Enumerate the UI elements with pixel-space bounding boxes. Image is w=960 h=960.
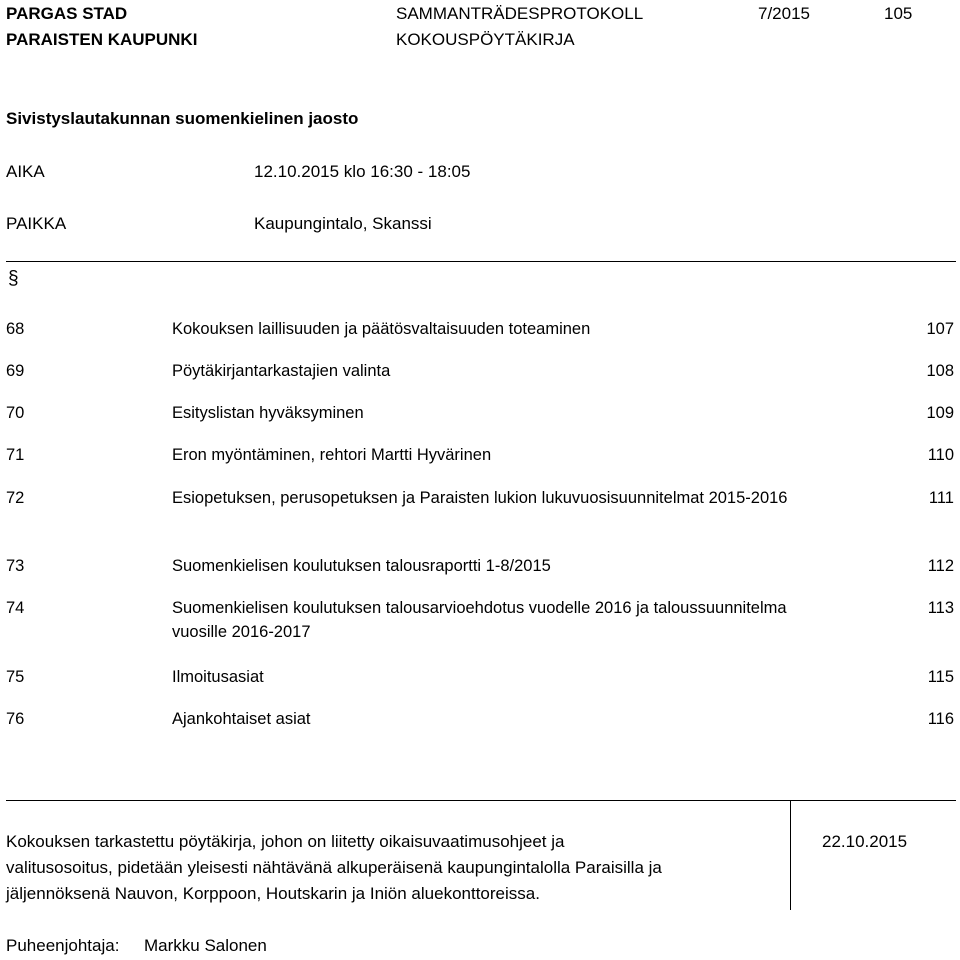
page-number: 105 xyxy=(884,4,913,23)
agenda-item-number: 71 xyxy=(6,446,25,464)
doc-type-finnish: KOKOUSPÖYTÄKIRJA xyxy=(396,30,575,49)
doc-type-swedish: SAMMANTRÄDESPROTOKOLL xyxy=(396,4,644,23)
section-symbol: § xyxy=(8,268,19,289)
footer-top-line xyxy=(6,800,956,801)
agenda-item xyxy=(0,443,960,467)
agenda-item-title: Eron myöntäminen, rehtori Martti Hyvärinen xyxy=(172,446,492,464)
agenda-item xyxy=(0,596,960,646)
agenda-item-number: 72 xyxy=(6,489,25,507)
org-name-finnish: PARAISTEN KAUPUNKI xyxy=(6,30,198,49)
agenda-item-number: 69 xyxy=(6,362,25,380)
agenda-item-title: Suomenkielisen koulutuksen talousarvioehdotus vuodelle 2016 ja taloussuunnitelma vuosille 2016-2017 xyxy=(172,599,787,641)
agenda-item-page: 111 xyxy=(928,489,954,507)
agenda-item-number: 75 xyxy=(6,668,25,686)
place-value: Kaupungintalo, Skanssi xyxy=(254,214,432,233)
agenda-item-page: 116 xyxy=(927,710,954,728)
agenda-item xyxy=(0,359,960,383)
agenda-item-title: Esityslistan hyväksyminen xyxy=(172,404,364,422)
org-name-swedish: PARGAS STAD xyxy=(6,4,128,23)
agenda-item-number: 76 xyxy=(6,710,25,728)
agenda-item-page: 107 xyxy=(926,320,954,338)
agenda-item-title: Ajankohtaiset asiat xyxy=(172,710,311,728)
divider-line xyxy=(6,261,956,262)
chair-name: Markku Salonen xyxy=(144,936,267,955)
agenda-item-page: 112 xyxy=(927,557,954,575)
agenda-item xyxy=(0,707,960,731)
notice-line-3: jäljennöksenä Nauvon, Korppoon, Houtskarin ja Iniön aluekonttoreissa. xyxy=(6,884,540,903)
agenda-item-page: 115 xyxy=(927,668,954,686)
agenda-item xyxy=(0,401,960,425)
agenda-item-page: 109 xyxy=(926,404,954,422)
agenda-item xyxy=(0,665,960,689)
agenda-item-number: 74 xyxy=(6,599,25,617)
agenda-item-page: 113 xyxy=(927,599,954,617)
agenda-item xyxy=(0,486,960,536)
time-label: AIKA xyxy=(6,162,45,181)
place-label: PAIKKA xyxy=(6,214,67,233)
agenda-item-title: Kokouksen laillisuuden ja päätösvaltaisuuden toteaminen xyxy=(172,320,591,338)
committee-name: Sivistyslautakunnan suomenkielinen jaosto xyxy=(6,109,359,128)
chair-label: Puheenjohtaja: xyxy=(6,936,120,955)
agenda-item-title: Pöytäkirjantarkastajien valinta xyxy=(172,362,391,380)
notice-line-1: Kokouksen tarkastettu pöytäkirja, johon on liitetty oikaisuvaatimusohjeet ja xyxy=(6,832,565,851)
agenda-item-number: 68 xyxy=(6,320,25,338)
notice-line-2: valitusosoitus, pidetään yleisesti nähtävänä alkuperäisenä kaupungintalolla Paraisilla ja xyxy=(6,858,662,877)
footer-column-divider xyxy=(790,800,791,910)
agenda-item-title: Suomenkielisen koulutuksen talousraportti 1-8/2015 xyxy=(172,557,551,575)
agenda-item-title: Ilmoitusasiat xyxy=(172,668,264,686)
agenda-item-page: 108 xyxy=(926,362,954,380)
agenda-item xyxy=(0,554,960,578)
issue-number: 7/2015 xyxy=(758,4,810,23)
agenda-item-title: Esiopetuksen, perusopetuksen ja Paraisten lukion lukuvuosisuunnitelmat 2015-2016 xyxy=(172,489,788,507)
agenda-item-number: 70 xyxy=(6,404,25,422)
agenda-item-page: 110 xyxy=(927,446,954,464)
agenda-item-number: 73 xyxy=(6,557,25,575)
notice-date: 22.10.2015 xyxy=(822,832,908,851)
time-value: 12.10.2015 klo 16:30 - 18:05 xyxy=(254,162,471,181)
agenda-item xyxy=(0,317,960,341)
